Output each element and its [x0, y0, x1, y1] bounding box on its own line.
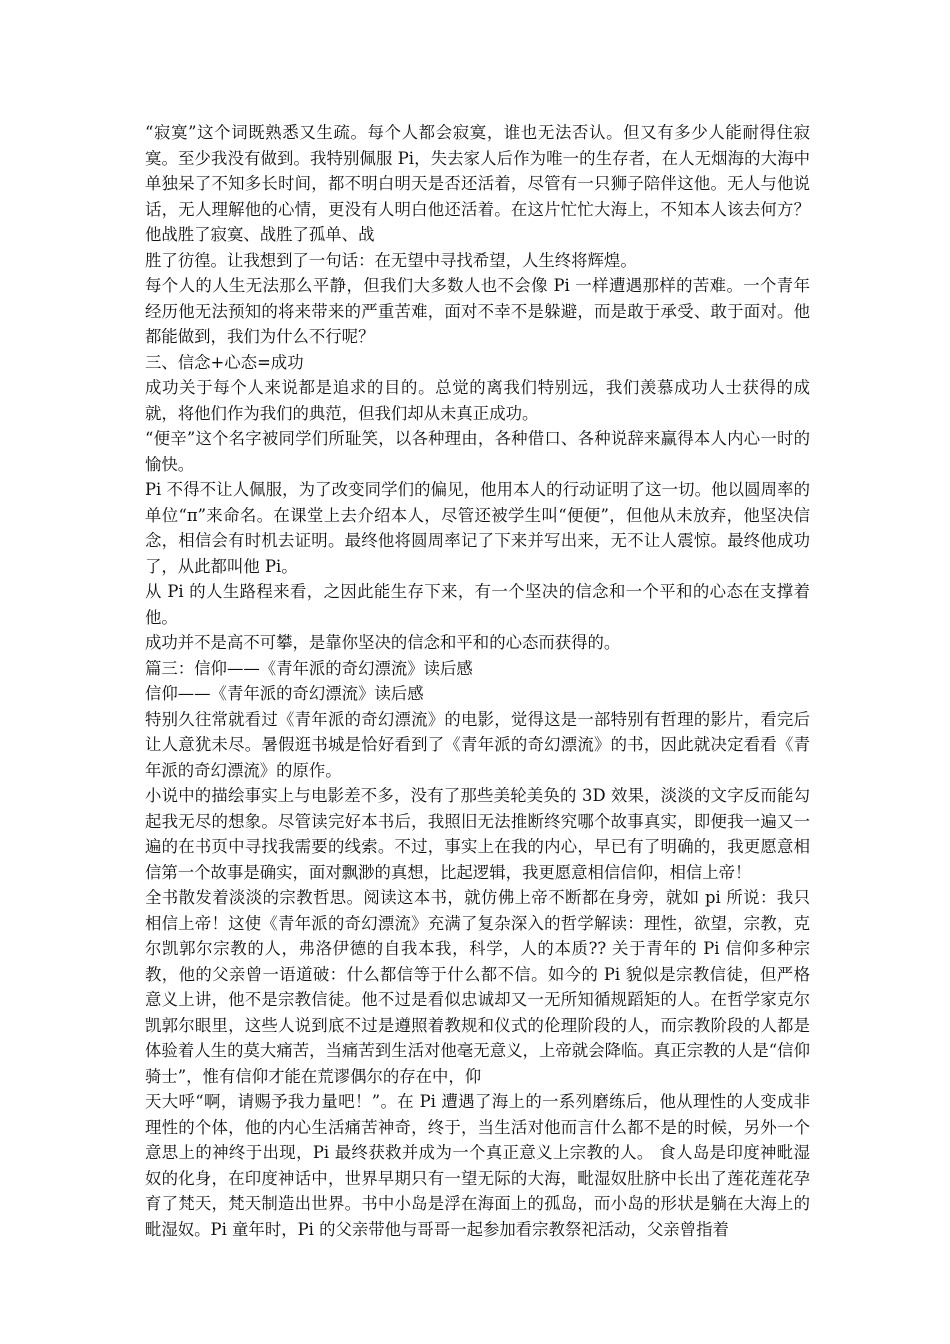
section-heading-part-three: 篇三：信仰——《青年派的奇幻漂流》读后感	[145, 658, 473, 678]
paragraph-survival: 从 Pi 的人生路程来看，之因此能生存下来，有一个坚决的信念和一个平和的心态在支撑着他。	[145, 582, 810, 627]
section-heading-belief: 三、信念+心态=成功	[145, 352, 304, 372]
paragraph-religion-continued: 天大呼“啊，请赐予我力量吧！”。在 Pi 遭遇了海上的一系列磨练后，他从理性的人变成非理性的个体，他的内心生活痛苦神奇，终于，当生活对他而言什么都不是的时候，另外一个意思上的神终于出现，Pi 最终获救并成为一个真正意义上宗教的人。 食人岛是印度神毗湿奴的化身，在印度神话中，世界早期只有一望无际的大海，毗湿奴肚脐中长出了莲花莲花孕育了梵天，梵天制造出世界。书中小岛是浮在海面上的孤岛，而小岛的形状是躺在大海上的毗湿奴。Pi 童年时，Pi 的父亲带他与哥哥一起参加看宗教祭祀活动，父亲曾指着	[145, 1092, 810, 1239]
paragraph-pi-name: Pi 不得不让人佩服，为了改变同学们的偏见，他用本人的行动证明了这一切。他以圆周率的单位“π”来命名。在课堂上去介绍本人，尽管还被学生叫“便便”，但他从未放弃，他坚决信念，相信会有时机去证明。最终他将圆周率记了下来并写出来，无不让人震惊。最终他成功了，从此都叫他 Pi。	[145, 480, 810, 576]
paragraph-name-mocked: “便辛”这个名字被同学们所耻笑，以各种理由，各种借口、各种说辞来赢得本人内心一时的愉快。	[145, 429, 810, 474]
document-page	[145, 120, 810, 1242]
paragraph-novel-description: 小说中的描绘事实上与电影差不多，没有了那些美轮美奂的 3D 效果，淡淡的文字反而能勾起我无尽的想象。尽管读完好本书后，我照旧无法推断终究哪个故事真实，即便我一遍又一遍的在书页中寻找我需要的线索。不过，事实上在我的内心，早已有了明确的，我更愿意相信第一个故事是确实，面对飘渺的真想，比起逻辑，我更愿意相信信仰，相信上帝！	[145, 786, 810, 882]
paragraph-success-goal: 成功关于每个人来说都是追求的目的。总觉的离我们特别远，我们羡慕成功人士获得的成就，将他们作为我们的典范，但我们却从未真正成功。	[145, 378, 810, 423]
paragraph-loneliness-continued: 胜了彷徨。让我想到了一句话：在无望中寻找希望，人生终将辉煌。	[145, 250, 637, 270]
paragraph-religion-philosophy: 全书散发着淡淡的宗教哲思。阅读这本书，就仿佛上帝不断都在身旁，就如 pi 所说：我只相信上帝！这使《青年派的奇幻漂流》充满了复杂深入的哲学解读：理性，欲望，宗教，克尔凯郭尔宗教的人，弗洛伊德的自我本我，科学，人的本质?? 关于青年的 Pi 信仰多种宗教，他的父亲曾一语道破：什么都信等于什么都不信。如今的 Pi 貌似是宗教信徒，但严格意义上讲，他不是宗教信徒。他不过是看似忠诚却又一无所知循规蹈矩的人。在哲学家克尔凯郭尔眼里，这些人说到底不过是遵照着教规和仪式的伦理阶段的人，而宗教阶段的人都是体验着人生的莫大痛苦，当痛苦到生活对他毫无意义，上帝就会降临。真正宗教的人是“信仰骑士”，惟有信仰才能在荒谬偶尔的存在中，仰	[145, 888, 810, 1086]
paragraph-hardship: 每个人的人生无法那么平静，但我们大多数人也不会像 Pi 一样遭遇那样的苦难。一个青年经历他无法预知的将来带来的严重苦难，面对不幸不是躲避，而是敢于承受、敢于面对。他都能做到，我们为什么不行呢？	[145, 276, 810, 346]
paragraph-movie-intro: 特别久往常就看过《青年派的奇幻漂流》的电影，觉得这是一部特别有哲理的影片，看完后让人意犹未尽。暑假逛书城是恰好看到了《青年派的奇幻漂流》的书，因此就决定看看《青年派的奇幻漂流》的原作。	[145, 709, 810, 780]
paragraph-success-summary: 成功并不是高不可攀，是靠你坚决的信念和平和的心态而获得的。	[145, 633, 621, 652]
article-title: 信仰——《青年派的奇幻漂流》读后感	[145, 684, 424, 703]
paragraph-loneliness: “寂寞”这个词既熟悉又生疏。每个人都会寂寞，谁也无法否认。但又有多少人能耐得住寂寞。至少我没有做到。我特别佩服 Pi，失去家人后作为唯一的生存者，在人无烟海的大海中单独呆了不知多长时间，都不明白明天是否还活着，尽管有一只狮子陪伴这他。无人与他说话，无人理解他的心情，更没有人明白他还活着。在这片忙忙大海上，不知本人该去何方？他战胜了寂寞、战胜了孤单、战	[145, 123, 810, 244]
